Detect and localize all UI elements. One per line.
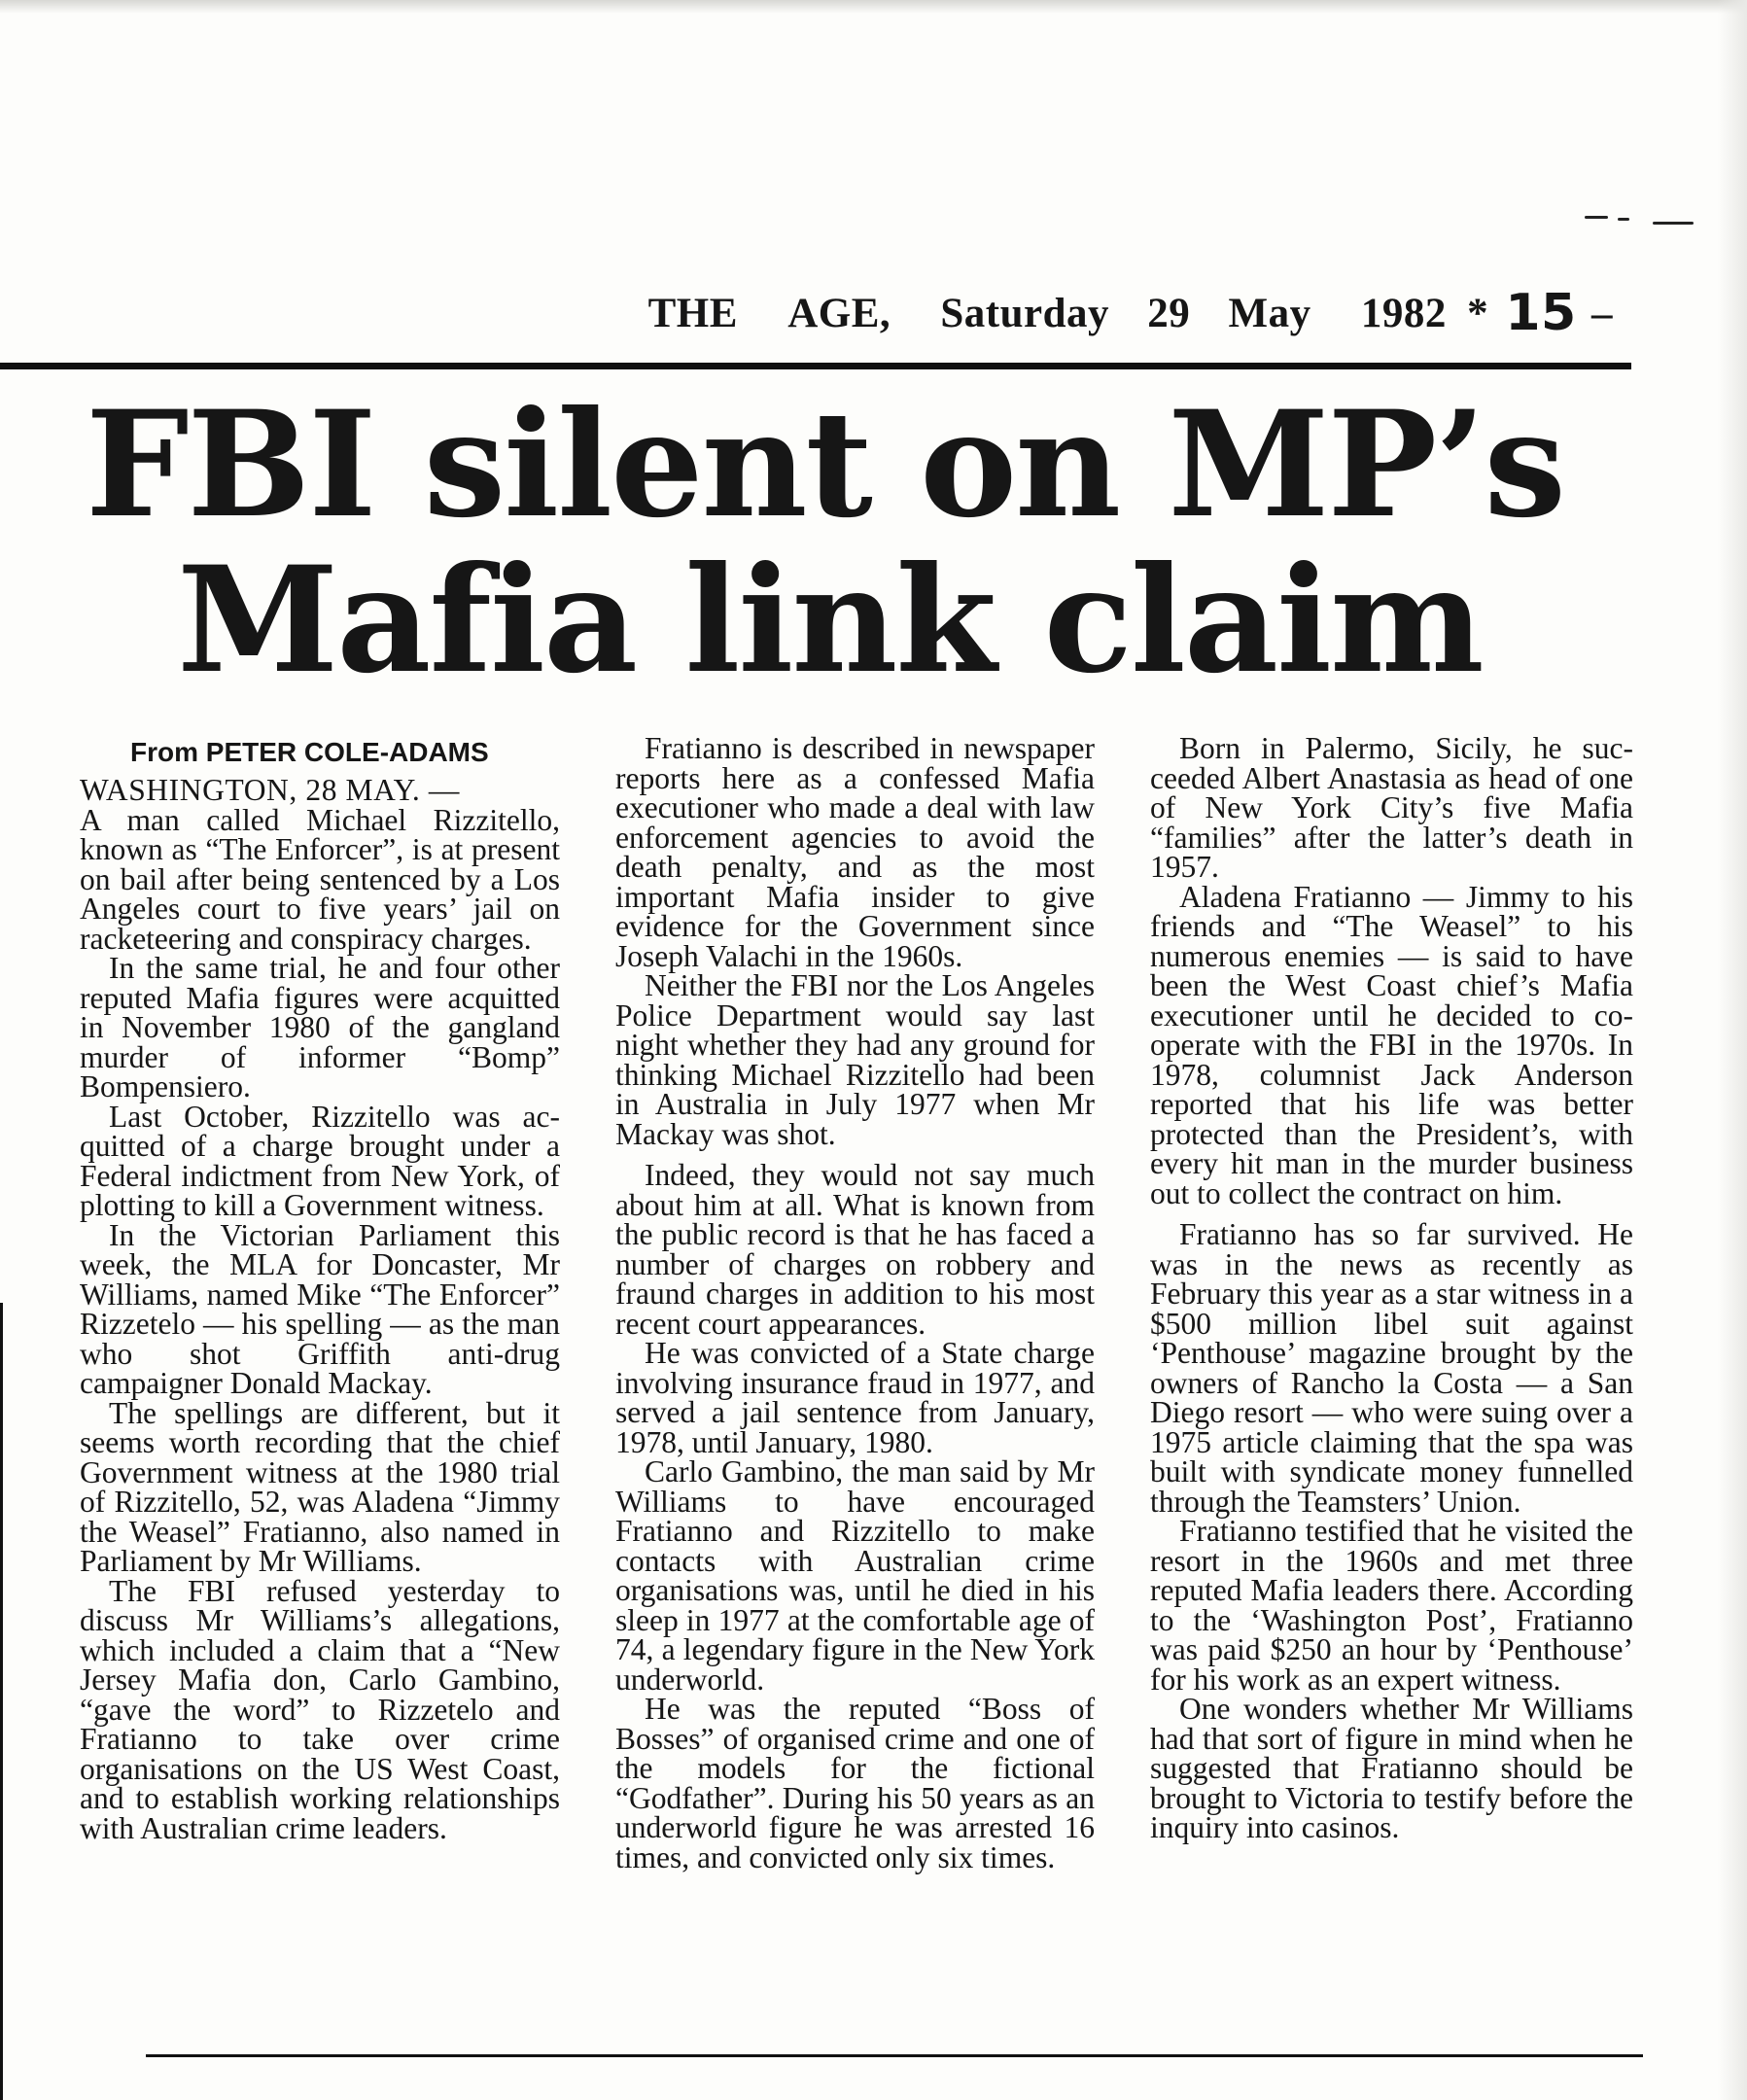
masthead-month: May — [1228, 291, 1311, 336]
article-column-2 — [615, 731, 1095, 1874]
paragraph: Fratianno testified that he visited the resort in the 1960s and met three reputed Mafia leaders there. According to the ‘Washington Post’, Fratianno was paid $250 an hour by ‘Penthouse’ for his work as an expert witness. — [1150, 1514, 1633, 1697]
paragraph: In the same trial, he and four other reputed Mafia figures were acquitted in November 1980 of the gangland murder of informer “Bomp” Bompensiero. — [80, 951, 560, 1103]
masthead-day: Saturday — [940, 291, 1110, 336]
scan-edge-top — [0, 0, 1747, 14]
masthead-year: 1982 — [1360, 291, 1447, 336]
masthead-name: AGE, — [787, 291, 891, 336]
paragraph: Fratianno is described in newspaper reports here as a confessed Mafia executioner who made a deal with law enforcement agencies to avoid the death penalty, and as the most important Mafia insider to give evidence for the Government since Joseph Valachi in the 1960s. — [615, 731, 1095, 973]
headline-line-1: FBI silent on MP’s — [86, 379, 1564, 550]
page-number: 15 — [1505, 284, 1577, 342]
masthead-dash: – — [1591, 291, 1613, 336]
scan-edge-right — [1718, 0, 1747, 2100]
header-rule — [0, 363, 1631, 369]
scan-mark — [1618, 218, 1629, 221]
scan-left-edge — [0, 1303, 3, 2100]
scan-mark — [1585, 216, 1608, 219]
scan-mark — [1653, 222, 1694, 225]
masthead-star: * — [1467, 291, 1489, 336]
article-column-1 — [80, 773, 560, 1845]
masthead-date: 29 — [1147, 291, 1191, 336]
paragraph: Fratianno has so far survived. He was in the news as recently as February this year as a star witness in a $500 million libel suit against ‘Penthouse’ magazine brought by the owners of Rancho la Costa — a San Diego resort — who were suing over a 1975 article claiming that the spa was built with syndicate money funnelled through the Teamsters’ Union. — [1150, 1217, 1633, 1519]
paragraph: Neither the FBI nor the Los Angeles Police Department would say last night whether they had any ground for thinking Michael Rizzitello had been in Australia in July 1977 when Mr Mackay was shot. — [615, 968, 1095, 1151]
paragraph: One wonders whether Mr Williams had that sort of figure in mind when he suggested that Fratianno should be brought to Victoria to testify before the inquiry into casinos. — [1150, 1692, 1633, 1844]
paragraph: Carlo Gambino, the man said by Mr Williams to have encouraged Fratianno and Rizzitello to make contacts with Australian crime organisations was, until he died in his sleep in 1977 at the comfortable age of 74, a legendary figure in the New York underworld. — [615, 1454, 1095, 1697]
paragraph: Indeed, they would not say much about him at all. What is known from the public record is that he has faced a number of charges on robbery and fraund charges in addition to his most recent court appearances. — [615, 1158, 1095, 1341]
paragraph: Aladena Fratianno — Jimmy to his friends and “The Weasel” to his numerous enemies — is said to have been the West Coast chief’s Mafia executioner until he decided to co-operate with the FBI in the 1970s. In 1978, columnist Jack Anderson reported that his life was better protected than the President’s, with every hit man in the murder business out to collect the contract on him. — [1150, 879, 1633, 1210]
byline: From PETER COLE-ADAMS — [130, 737, 489, 767]
paragraph: The FBI refused yesterday to discuss Mr Williams’s allegations, which included a claim that a “New Jersey Mafia don, Carlo Gambino, “gave the word” to Rizzetelo and Fratianno to take over crime organisations on the US West Coast, and to establish working relationships with Australian crime leaders. — [80, 1573, 560, 1845]
headline — [0, 379, 1747, 706]
paragraph: He was convicted of a State charge involving insurance fraud in 1977, and served a jail sentence from January, 1978, until January, 1980. — [615, 1336, 1095, 1459]
paragraph: In the Victorian Parliament this week, the MLA for Doncaster, Mr Williams, named Mike “The Enforcer” Rizzetelo — his spelling — as the man who shot Griffith anti-drug campaigner Donald Mackay. — [80, 1217, 560, 1400]
paragraph: A man called Michael Rizzitello, known as “The Enforcer”, is at present on bail after being sentenced by a Los Angeles court to five years’ jail on racketeering and conspiracy charges. — [80, 802, 560, 956]
paragraph: The spellings are different, but it seems worth recording that the chief Government witness at the 1980 trial of Rizzitello, 52, was Aladena “Jimmy the Weasel” Fratianno, also named in Parliament by Mr Williams. — [80, 1395, 560, 1578]
paragraph: He was the reputed “Boss of Bosses” of organised crime and one of the models for the fictional “Godfather”. During his 50 years as an underworld figure he was arrested 16 times, and convicted only six times. — [615, 1692, 1095, 1874]
paragraph: Born in Palermo, Sicily, he succeeded Albert Anastasia as head of one of New York City’s five Mafia “families” after the latter’s death in 1957. — [1150, 731, 1633, 884]
paragraph: Last October, Rizzitello was acquitted of a charge brought under a Federal indictment from New York, of plotting to kill a Government witness. — [80, 1099, 560, 1222]
headline-line-2: Mafia link claim — [177, 535, 1483, 706]
masthead — [648, 284, 1613, 342]
dateline: WASHINGTON, 28 MAY. — — [80, 773, 460, 807]
article-column-3 — [1150, 731, 1633, 1844]
footer-rule — [146, 2054, 1643, 2057]
masthead-paper: THE — [647, 291, 738, 336]
